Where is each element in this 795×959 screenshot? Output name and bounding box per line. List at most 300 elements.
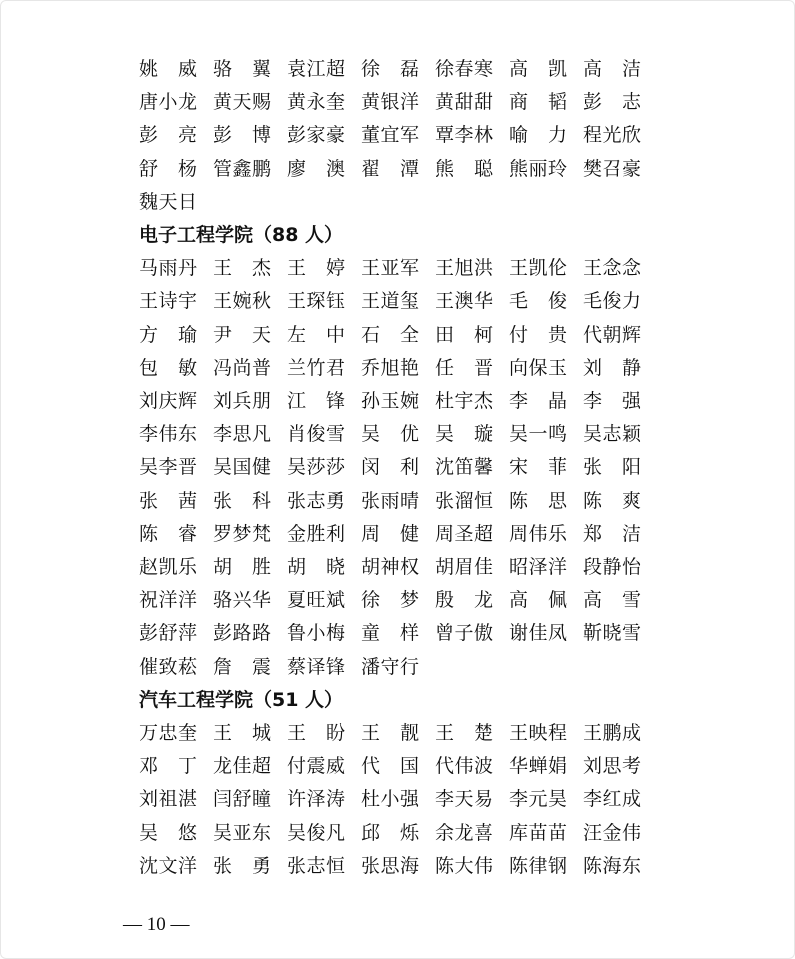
person-name: 张 茜 xyxy=(139,489,197,512)
person-name: 李 晶 xyxy=(509,390,567,412)
name-cell xyxy=(361,750,435,782)
name-cell xyxy=(583,717,657,749)
person-name: 黄银洋 xyxy=(361,91,419,114)
person-name: 吴一鸣 xyxy=(509,423,567,446)
name-cell xyxy=(435,584,509,616)
person-name: 代朝辉 xyxy=(583,323,641,346)
person-name: 刘庆辉 xyxy=(139,390,197,412)
person-name: 王旭洪 xyxy=(435,257,493,280)
person-name: 夏旺斌 xyxy=(287,589,345,612)
name-cell xyxy=(361,319,435,351)
name-cell xyxy=(435,285,509,317)
person-name: 魏天日 xyxy=(139,190,197,213)
person-name: 邓 丁 xyxy=(139,755,197,778)
person-name: 张志勇 xyxy=(287,489,345,512)
person-name: 王念念 xyxy=(583,257,641,280)
person-name: 彭舒萍 xyxy=(139,622,197,645)
name-cell xyxy=(509,451,583,483)
name-cell xyxy=(287,750,361,782)
person-name: 李伟东 xyxy=(139,423,197,446)
person-name: 李红成 xyxy=(583,788,641,811)
person-name: 闫舒瞳 xyxy=(213,788,271,811)
person-name: 胡神权 xyxy=(361,556,419,578)
name-cell xyxy=(509,252,583,284)
name-cell xyxy=(509,817,583,849)
person-name: 吴 悠 xyxy=(139,821,197,844)
person-name: 靳晓雪 xyxy=(583,622,641,645)
name-cell xyxy=(361,451,435,483)
person-name: 石 全 xyxy=(361,323,419,346)
person-name: 吴志颖 xyxy=(583,423,641,446)
name-cell xyxy=(139,783,213,815)
person-name: 徐 磊 xyxy=(361,58,419,80)
name-cell xyxy=(287,518,361,550)
person-name: 袁江超 xyxy=(287,58,345,80)
person-name: 郑 洁 xyxy=(583,522,641,545)
name-cell xyxy=(583,285,657,317)
name-cell xyxy=(583,584,657,616)
name-row xyxy=(139,319,657,351)
name-cell xyxy=(435,783,509,815)
person-name: 付震威 xyxy=(287,755,345,778)
name-row xyxy=(139,485,657,517)
person-name: 姚 威 xyxy=(139,58,197,80)
person-name: 罗梦梵 xyxy=(213,522,271,545)
person-name: 王 城 xyxy=(213,722,271,744)
name-cell xyxy=(287,817,361,849)
person-name: 王鹏成 xyxy=(583,722,641,744)
name-cell xyxy=(213,86,287,118)
name-cell xyxy=(583,451,657,483)
name-cell xyxy=(287,86,361,118)
name-cell xyxy=(213,551,287,583)
person-name: 沈文洋 xyxy=(139,854,197,877)
name-cell xyxy=(435,119,509,151)
name-cell xyxy=(139,153,213,185)
name-row xyxy=(139,651,435,683)
person-name: 汪金伟 xyxy=(583,821,641,844)
name-cell xyxy=(287,319,361,351)
name-row xyxy=(139,518,657,550)
name-cell xyxy=(509,584,583,616)
person-name: 余龙喜 xyxy=(435,821,493,844)
name-cell xyxy=(361,86,435,118)
name-cell xyxy=(509,551,583,583)
name-cell xyxy=(509,119,583,151)
name-cell xyxy=(583,385,657,417)
name-cell xyxy=(287,418,361,450)
name-cell xyxy=(139,418,213,450)
person-name: 徐春寒 xyxy=(435,58,493,80)
person-name: 催致菘 xyxy=(139,655,197,678)
person-name: 刘兵朋 xyxy=(213,390,271,412)
person-name: 陈 爽 xyxy=(583,489,641,512)
name-row xyxy=(139,119,657,151)
person-name: 李 强 xyxy=(583,390,641,412)
person-name: 胡 胜 xyxy=(213,556,271,578)
section-heading: 汽车工程学院（51 人） xyxy=(139,688,344,711)
name-cell xyxy=(361,153,435,185)
name-cell xyxy=(435,717,509,749)
person-name: 王映程 xyxy=(509,722,567,744)
person-name: 王亚军 xyxy=(361,257,419,280)
person-name: 杜宇杰 xyxy=(435,390,493,412)
person-name: 胡眉佳 xyxy=(435,556,493,578)
person-name: 彭路路 xyxy=(213,622,271,645)
person-name: 万忠奎 xyxy=(139,722,197,744)
name-cell xyxy=(361,584,435,616)
person-name: 潘守行 xyxy=(361,655,419,678)
person-name: 华蝉娟 xyxy=(509,755,567,778)
name-row xyxy=(139,385,657,417)
name-cell xyxy=(361,418,435,450)
name-cell xyxy=(361,485,435,517)
name-cell xyxy=(509,617,583,649)
name-cell xyxy=(361,551,435,583)
name-cell xyxy=(361,352,435,384)
person-name: 彭 亮 xyxy=(139,124,197,147)
name-cell xyxy=(139,651,213,683)
name-cell xyxy=(361,850,435,882)
name-cell xyxy=(213,617,287,649)
name-cell xyxy=(361,617,435,649)
name-cell xyxy=(583,53,657,85)
person-name: 孙玉婉 xyxy=(361,390,419,412)
name-cell xyxy=(509,385,583,417)
name-cell xyxy=(287,153,361,185)
person-name: 祝洋洋 xyxy=(139,589,197,612)
person-name: 吴李晋 xyxy=(139,456,197,479)
name-cell xyxy=(213,352,287,384)
person-name: 毛 俊 xyxy=(509,290,567,313)
name-cell xyxy=(139,551,213,583)
name-cell xyxy=(361,717,435,749)
person-name: 库苗苗 xyxy=(509,821,567,844)
name-cell xyxy=(583,750,657,782)
name-row xyxy=(139,285,657,317)
name-cell xyxy=(435,750,509,782)
name-cell xyxy=(139,319,213,351)
person-name: 周伟乐 xyxy=(509,522,567,545)
person-name: 吴 优 xyxy=(361,423,419,446)
name-cell xyxy=(139,186,213,218)
name-cell xyxy=(139,53,213,85)
name-cell xyxy=(287,584,361,616)
person-name: 包 敏 xyxy=(139,356,197,379)
person-name: 杜小强 xyxy=(361,788,419,811)
person-name: 左 中 xyxy=(287,323,345,346)
name-cell xyxy=(583,86,657,118)
person-name: 骆 翼 xyxy=(213,58,271,80)
person-name: 王婉秋 xyxy=(213,290,271,313)
person-name: 付 贵 xyxy=(509,323,567,346)
person-name: 王 靓 xyxy=(361,722,419,744)
person-name: 曾子傲 xyxy=(435,622,493,645)
name-cell xyxy=(583,551,657,583)
name-cell xyxy=(139,617,213,649)
name-cell xyxy=(287,451,361,483)
name-cell xyxy=(213,53,287,85)
page-number: — 10 — xyxy=(123,914,190,935)
name-cell xyxy=(287,717,361,749)
name-cell xyxy=(435,817,509,849)
person-name: 昭泽洋 xyxy=(509,556,567,578)
person-name: 骆兴华 xyxy=(213,589,271,612)
name-cell xyxy=(213,385,287,417)
name-cell xyxy=(509,518,583,550)
name-cell xyxy=(509,319,583,351)
name-cell xyxy=(435,252,509,284)
person-name: 吴国健 xyxy=(213,456,271,479)
person-name: 张溜恒 xyxy=(435,489,493,512)
person-name: 刘 静 xyxy=(583,356,641,379)
name-row xyxy=(139,86,657,118)
name-cell xyxy=(583,850,657,882)
person-name: 舒 杨 xyxy=(139,157,197,180)
name-cell xyxy=(509,285,583,317)
name-cell xyxy=(139,252,213,284)
name-cell xyxy=(213,651,287,683)
person-name: 熊 聪 xyxy=(435,157,493,180)
name-cell xyxy=(213,285,287,317)
name-cell xyxy=(361,385,435,417)
person-name: 陈律钢 xyxy=(509,854,567,877)
name-cell xyxy=(583,485,657,517)
name-cell xyxy=(287,485,361,517)
name-cell xyxy=(509,153,583,185)
name-cell xyxy=(435,617,509,649)
name-cell xyxy=(435,518,509,550)
person-name: 宋 菲 xyxy=(509,456,567,479)
name-cell xyxy=(213,783,287,815)
name-cell xyxy=(583,817,657,849)
name-cell xyxy=(435,850,509,882)
name-row xyxy=(139,717,657,749)
person-name: 肖俊雪 xyxy=(287,423,345,446)
name-cell xyxy=(213,584,287,616)
person-name: 张志恒 xyxy=(287,854,345,877)
name-cell xyxy=(361,119,435,151)
name-cell xyxy=(435,418,509,450)
name-cell xyxy=(139,86,213,118)
person-name: 王澳华 xyxy=(435,290,493,313)
name-cell xyxy=(435,153,509,185)
person-name: 周圣超 xyxy=(435,522,493,545)
person-name: 童 样 xyxy=(361,622,419,645)
name-cell xyxy=(583,783,657,815)
name-cell xyxy=(583,153,657,185)
name-cell xyxy=(287,285,361,317)
name-cell xyxy=(213,485,287,517)
name-cell xyxy=(213,750,287,782)
name-cell xyxy=(361,518,435,550)
name-cell xyxy=(361,817,435,849)
person-name: 陈大伟 xyxy=(435,854,493,877)
name-cell xyxy=(509,717,583,749)
name-cell xyxy=(139,485,213,517)
person-name: 马雨丹 xyxy=(139,257,197,280)
name-cell xyxy=(509,783,583,815)
name-cell xyxy=(213,817,287,849)
name-row xyxy=(139,451,657,483)
name-cell xyxy=(287,783,361,815)
person-name: 王 婷 xyxy=(287,257,345,280)
person-name: 代 国 xyxy=(361,755,419,778)
person-name: 王 楚 xyxy=(435,722,493,744)
name-row xyxy=(139,53,657,85)
name-cell xyxy=(509,53,583,85)
person-name: 李元昊 xyxy=(509,788,567,811)
person-name: 冯尚普 xyxy=(213,356,271,379)
name-cell xyxy=(287,352,361,384)
person-name: 喻 力 xyxy=(509,124,567,147)
name-cell xyxy=(583,252,657,284)
person-name: 刘思考 xyxy=(583,755,641,778)
person-name: 高 雪 xyxy=(583,589,641,612)
person-name: 方 瑜 xyxy=(139,323,197,346)
name-cell xyxy=(509,750,583,782)
person-name: 唐小龙 xyxy=(139,91,197,114)
person-name: 刘祖湛 xyxy=(139,788,197,811)
person-name: 王琛钰 xyxy=(287,290,345,313)
name-row xyxy=(139,418,657,450)
person-name: 许泽涛 xyxy=(287,788,345,811)
person-name: 闵 利 xyxy=(361,456,419,479)
person-name: 彭家豪 xyxy=(287,124,345,147)
name-cell xyxy=(509,850,583,882)
name-cell xyxy=(361,783,435,815)
person-name: 樊召豪 xyxy=(583,157,641,180)
name-cell xyxy=(139,717,213,749)
name-cell xyxy=(583,119,657,151)
name-row xyxy=(139,352,657,384)
person-name: 翟 潭 xyxy=(361,157,419,180)
person-name: 胡 晓 xyxy=(287,556,345,578)
person-name: 程光欣 xyxy=(583,124,641,147)
name-row xyxy=(139,153,657,185)
person-name: 黄甜甜 xyxy=(435,91,493,114)
person-name: 徐 梦 xyxy=(361,589,419,612)
person-name: 沈笛馨 xyxy=(435,456,493,479)
name-cell xyxy=(287,53,361,85)
name-cell xyxy=(583,319,657,351)
person-name: 高 佩 xyxy=(509,589,567,612)
person-name: 赵凯乐 xyxy=(139,556,197,578)
person-name: 高 洁 xyxy=(583,58,641,80)
name-cell xyxy=(213,153,287,185)
person-name: 王凯伦 xyxy=(509,257,567,280)
name-cell xyxy=(583,617,657,649)
name-cell xyxy=(139,817,213,849)
person-name: 王诗宇 xyxy=(139,290,197,313)
name-cell xyxy=(139,850,213,882)
person-name: 尹 天 xyxy=(213,323,271,346)
name-cell xyxy=(213,850,287,882)
person-name: 张 阳 xyxy=(583,456,641,479)
name-row xyxy=(139,817,657,849)
person-name: 覃李林 xyxy=(435,124,493,147)
name-cell xyxy=(361,651,435,683)
person-name: 张 勇 xyxy=(213,854,271,877)
name-row xyxy=(139,551,657,583)
name-cell xyxy=(287,617,361,649)
person-name: 彭 志 xyxy=(583,91,641,114)
name-cell xyxy=(509,352,583,384)
name-cell xyxy=(213,252,287,284)
person-name: 黄天赐 xyxy=(213,91,271,114)
name-cell xyxy=(213,451,287,483)
person-name: 段静怡 xyxy=(583,556,641,578)
name-cell xyxy=(435,352,509,384)
name-cell xyxy=(435,485,509,517)
person-name: 张思海 xyxy=(361,854,419,877)
person-name: 吴 璇 xyxy=(435,423,493,446)
person-name: 代伟波 xyxy=(435,755,493,778)
person-name: 詹 震 xyxy=(213,655,271,678)
person-name: 李天易 xyxy=(435,788,493,811)
name-cell xyxy=(139,385,213,417)
person-name: 吴莎莎 xyxy=(287,456,345,479)
person-name: 田 柯 xyxy=(435,323,493,346)
name-row xyxy=(139,617,657,649)
name-cell xyxy=(435,53,509,85)
person-name: 乔旭艳 xyxy=(361,356,419,379)
person-name: 商 韬 xyxy=(509,91,567,114)
name-cell xyxy=(213,119,287,151)
person-name: 兰竹君 xyxy=(287,356,345,379)
person-name: 江 锋 xyxy=(287,390,345,412)
person-name: 王 杰 xyxy=(213,257,271,280)
name-row xyxy=(139,783,657,815)
name-cell xyxy=(139,285,213,317)
section-heading: 电子工程学院（88 人） xyxy=(139,224,344,246)
name-cell xyxy=(287,119,361,151)
name-row xyxy=(139,186,213,218)
name-cell xyxy=(361,285,435,317)
person-name: 高 凯 xyxy=(509,58,567,80)
person-name: 彭 博 xyxy=(213,124,271,147)
name-cell xyxy=(583,418,657,450)
person-name: 陈 思 xyxy=(509,489,567,512)
name-cell xyxy=(435,86,509,118)
person-name: 任 晋 xyxy=(435,356,493,379)
name-cell xyxy=(361,53,435,85)
person-name: 熊丽玲 xyxy=(509,157,567,180)
name-row xyxy=(139,850,657,882)
person-name: 董宜军 xyxy=(361,124,419,147)
name-cell xyxy=(435,451,509,483)
person-name: 金胜利 xyxy=(287,522,345,545)
name-row xyxy=(139,252,657,284)
name-cell xyxy=(435,551,509,583)
name-cell xyxy=(213,418,287,450)
person-name: 张 科 xyxy=(213,489,271,512)
name-cell xyxy=(139,119,213,151)
person-name: 陈 睿 xyxy=(139,522,197,545)
person-name: 殷 龙 xyxy=(435,589,493,612)
name-cell xyxy=(287,850,361,882)
person-name: 廖 澳 xyxy=(287,157,345,180)
name-cell xyxy=(361,252,435,284)
name-cell xyxy=(509,418,583,450)
name-cell xyxy=(287,651,361,683)
person-name: 毛俊力 xyxy=(583,290,641,313)
name-cell xyxy=(583,518,657,550)
person-name: 张雨晴 xyxy=(361,489,419,512)
person-name: 龙佳超 xyxy=(213,755,271,778)
name-cell xyxy=(509,86,583,118)
person-name: 李思凡 xyxy=(213,423,271,446)
